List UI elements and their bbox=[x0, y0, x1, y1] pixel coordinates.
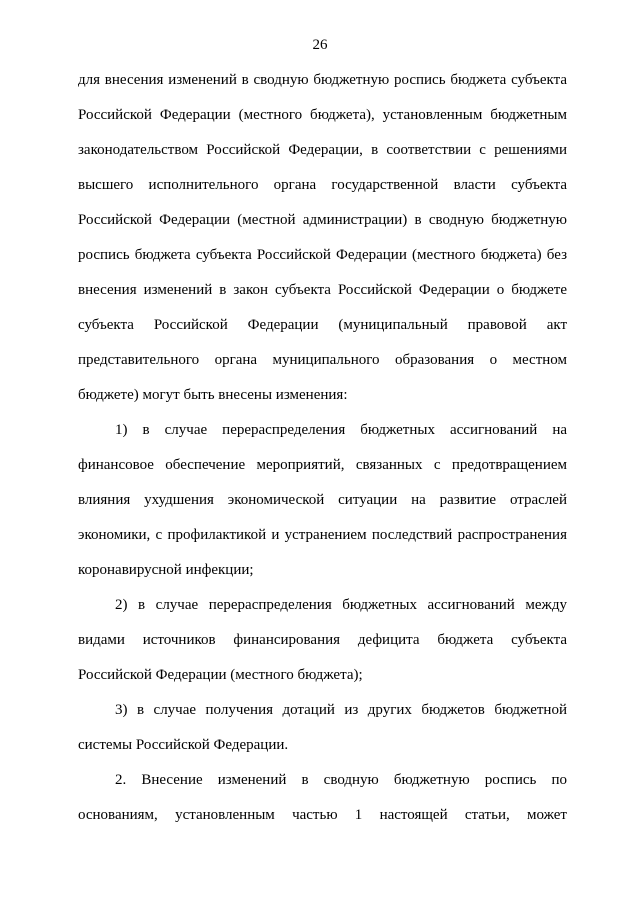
text-line: основаниям, установленным частью 1 настоящей статьи, может bbox=[78, 807, 567, 823]
list-item-3: 3) в случае получения дотаций из других бюджетов бюджетной bbox=[115, 702, 567, 718]
list-item-2: 2) в случае перераспределения бюджетных ассигнований между bbox=[115, 597, 567, 613]
text-line: видами источников финансирования дефицита бюджета субъекта bbox=[78, 632, 567, 648]
text-line: внесения изменений в закон субъекта Российской Федерации о бюджете bbox=[78, 282, 567, 298]
text-line: законодательством Российской Федерации, в соответствии с решениями bbox=[78, 142, 567, 158]
text-line: субъекта Российской Федерации (муниципальный правовой акт bbox=[78, 317, 567, 333]
text-line: финансовое обеспечение мероприятий, связанных с предотвращением bbox=[78, 457, 567, 473]
page-number: 26 bbox=[312, 37, 328, 53]
text-line: бюджете) могут быть внесены изменения: bbox=[78, 387, 348, 403]
text-line: системы Российской Федерации. bbox=[78, 737, 289, 753]
text-line: для внесения изменений в сводную бюджетную роспись бюджета субъекта bbox=[78, 72, 567, 88]
list-item-1: 1) в случае перераспределения бюджетных ассигнований на bbox=[115, 422, 567, 438]
text-line: Российской Федерации (местной администрации) в сводную бюджетную bbox=[78, 212, 567, 228]
text-line: представительного органа муниципального образования о местном bbox=[78, 352, 567, 368]
text-line: Российской Федерации (местного бюджета), установленным бюджетным bbox=[78, 107, 567, 123]
text-line: Российской Федерации (местного бюджета); bbox=[78, 667, 363, 683]
text-line: коронавирусной инфекции; bbox=[78, 562, 254, 578]
text-line: высшего исполнительного органа государственной власти субъекта bbox=[78, 177, 567, 193]
paragraph-2-start: 2. Внесение изменений в сводную бюджетную роспись по bbox=[115, 772, 567, 788]
text-line: роспись бюджета субъекта Российской Федерации (местного бюджета) без bbox=[78, 247, 567, 263]
text-line: экономики, с профилактикой и устранением последствий распространения bbox=[78, 527, 567, 543]
text-line: влияния ухудшения экономической ситуации на развитие отраслей bbox=[78, 492, 567, 508]
